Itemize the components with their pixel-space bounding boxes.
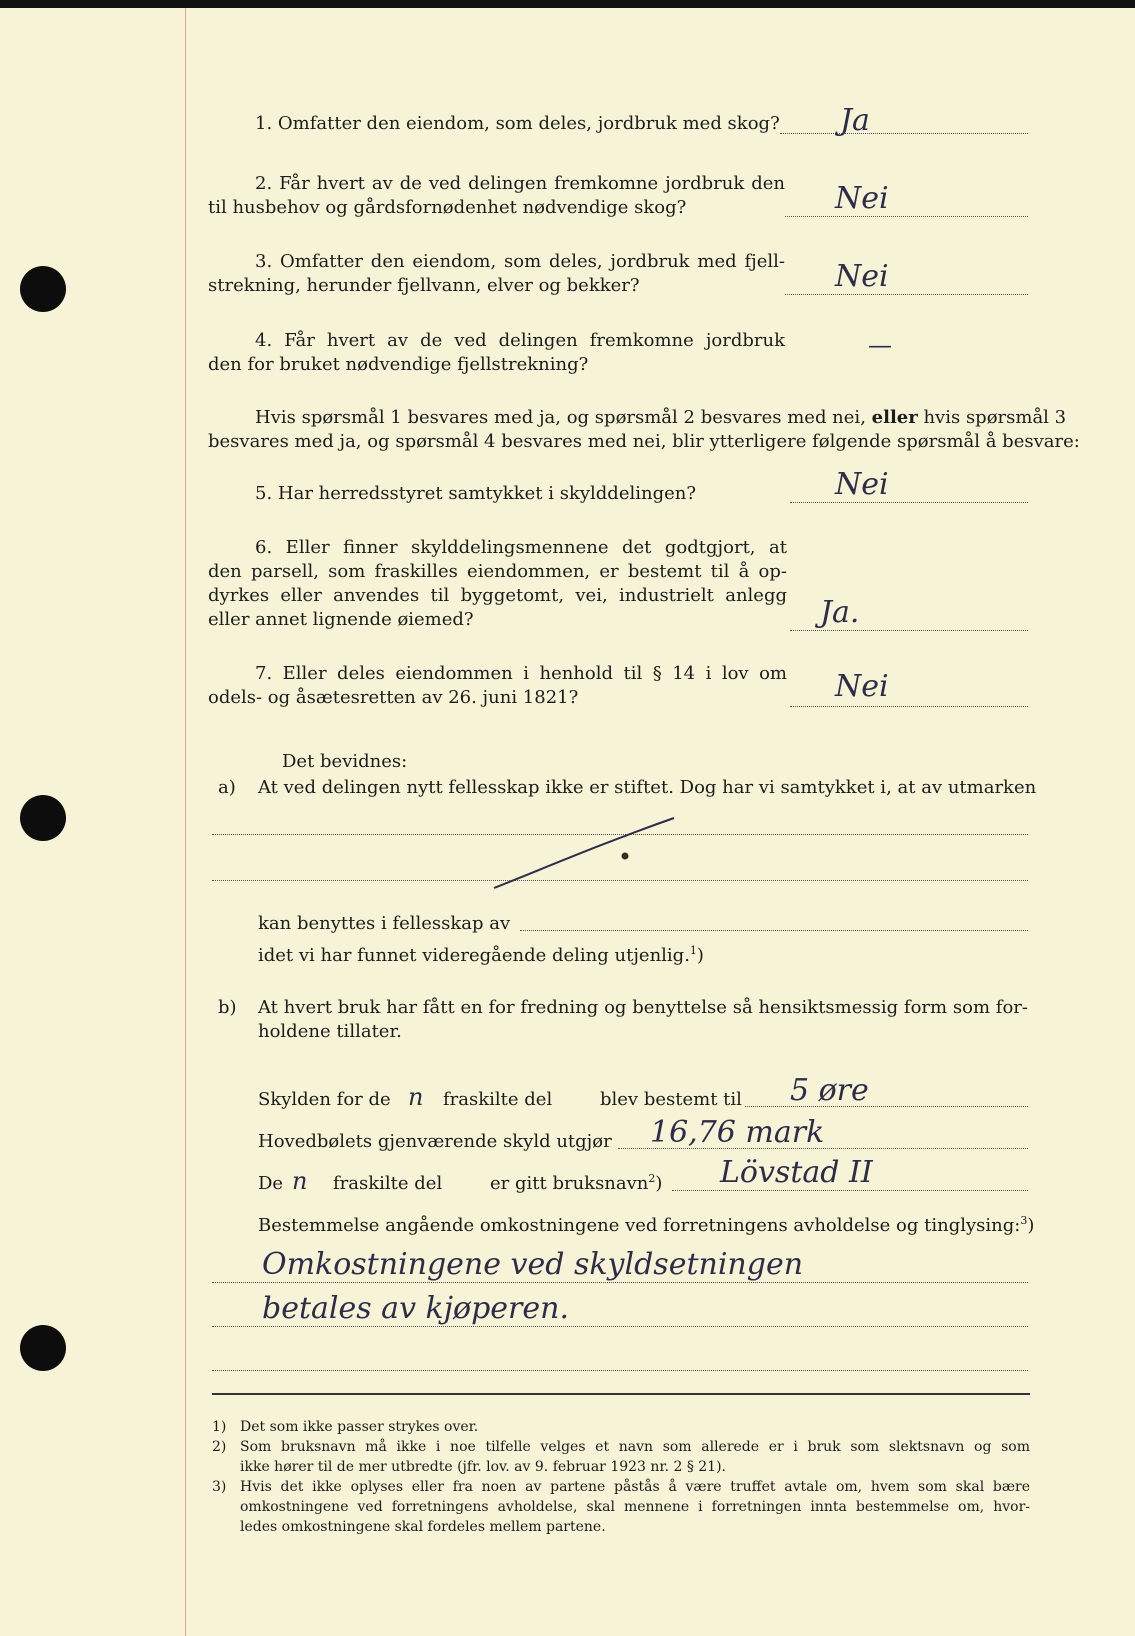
- footnote-2-line1: Som bruksnavn må ikke i noe tilfelle velges et navn som allerede er i bruk som slektsnavn og som: [240, 1439, 1030, 1455]
- question-7-line1: 7. Eller deles eiendommen i henhold til § 14 i lov om: [255, 663, 787, 684]
- blank-line: [212, 1282, 1028, 1283]
- skyld-line2-answer: 16,76 mark: [650, 1115, 825, 1150]
- answer-2: Nei: [835, 181, 889, 216]
- certify-heading: Det bevidnes:: [282, 751, 408, 772]
- blank-line: [212, 1370, 1028, 1371]
- answer-line: [790, 630, 1028, 631]
- certify-a-label: a): [218, 777, 236, 798]
- skyld-line3-c-text: er gitt bruksnavn: [490, 1173, 649, 1194]
- certify-b-line2: holdene tillater.: [258, 1021, 402, 1042]
- footnote-paren: ): [696, 945, 704, 966]
- question-2-line1: 2. Får hvert av de ved delingen fremkomne jordbruk den: [255, 173, 785, 194]
- punch-hole-icon: [20, 266, 66, 312]
- condition-emphasis: eller: [871, 407, 918, 428]
- footnote-1-line1: Det som ikke passer strykes over.: [240, 1419, 479, 1435]
- skyld-line1-c: blev bestemt til: [600, 1089, 742, 1110]
- question-7-line2: odels- og åsætesretten av 26. juni 1821?: [208, 687, 579, 708]
- skyld-line3-a: De: [258, 1173, 284, 1194]
- condition-line2: besvares med ja, og spørsmål 4 besvares med nei, blir ytterligere følgende spørsmål å besvare:: [208, 431, 1080, 452]
- answer-line: [780, 133, 1028, 134]
- footnote-ref: 3: [1020, 1214, 1028, 1227]
- scan-top-edge: [0, 0, 1135, 8]
- answer-1: Ja: [840, 103, 870, 138]
- blank-line: [520, 930, 1028, 931]
- footnote-3-line3: ledes omkostningene skal fordeles mellem partene.: [240, 1519, 606, 1535]
- skyld-line3-c: [490, 1172, 662, 1196]
- form-page: [0, 8, 1135, 1636]
- certify-a-text: At ved delingen nytt fellesskap ikke er stiftet. Dog har vi samtykket i, at av utmarken: [258, 777, 1037, 798]
- answer-line: [790, 706, 1028, 707]
- condition-text: hvis spørsmål 3: [923, 407, 1067, 428]
- question-1: 1. Omfatter den eiendom, som deles, jordbruk med skog?: [255, 113, 780, 134]
- answer-line: [745, 1106, 1028, 1107]
- skyld-line1-b: fraskilte del: [443, 1089, 553, 1110]
- margin-line: [185, 8, 186, 1636]
- condition-line1: [255, 406, 1067, 430]
- footnote-paren: ): [655, 1173, 663, 1194]
- question-2-line2: til husbehov og gårdsfornødenhet nødvendige skog?: [208, 197, 687, 218]
- answer-5: Nei: [835, 467, 889, 502]
- question-6-line4: eller annet lignende øiemed?: [208, 609, 474, 630]
- skyld-line1-answer: 5 øre: [790, 1073, 869, 1108]
- certify-a-found-text: idet vi har funnet videregående deling utjenlig.: [258, 945, 690, 966]
- condition-text: Hvis spørsmål 1 besvares med ja, og spørsmål 2 besvares med nei,: [255, 407, 866, 428]
- skyld-line1-a: Skylden for de: [258, 1089, 391, 1110]
- footnote-rule: [212, 1393, 1030, 1395]
- certify-a-common: kan benyttes i fellesskap av: [258, 913, 511, 934]
- answer-4: —: [868, 331, 892, 359]
- question-6-line2: den parsell, som fraskilles eiendommen, er bestemt til å op-: [208, 561, 787, 582]
- skyld-hw-line1: Omkostningene ved skyldsetningen: [262, 1247, 804, 1282]
- blank-line: [212, 1326, 1028, 1327]
- question-4-line2: den for bruket nødvendige fjellstrekning?: [208, 354, 589, 375]
- answer-6: Ja.: [820, 595, 860, 630]
- answer-3: Nei: [835, 259, 889, 294]
- question-3-line2: strekning, herunder fjellvann, elver og bekker?: [208, 275, 640, 296]
- footnote-ref: 1: [689, 944, 697, 957]
- certify-b-label: b): [218, 997, 237, 1018]
- answer-line: [785, 216, 1028, 217]
- answer-line: [785, 294, 1028, 295]
- footnote-2-mark: 2): [212, 1439, 227, 1455]
- footnote-3-mark: 3): [212, 1479, 227, 1495]
- skyld-line4: [258, 1214, 1035, 1238]
- question-6-line3: dyrkes eller anvendes til byggetomt, vei, industrielt anlegg: [208, 585, 787, 606]
- answer-7: Nei: [835, 669, 889, 704]
- strike-through-stroke: [490, 814, 680, 894]
- question-5: 5. Har herredsstyret samtykket i skylddelingen?: [255, 483, 696, 504]
- question-6-line1: 6. Eller finner skylddelingsmennene det godtgjort, at: [255, 537, 787, 558]
- punch-hole-icon: [20, 1325, 66, 1371]
- skyld-line3-hw: n: [292, 1167, 308, 1195]
- footnote-2-line2: ikke hører til de mer utbredte (jfr. lov. av 9. februar 1923 nr. 2 § 21).: [240, 1459, 727, 1475]
- skyld-line2-label: Hovedbølets gjenværende skyld utgjør: [258, 1131, 612, 1152]
- skyld-line1-hw: n: [408, 1083, 424, 1111]
- footnote-1-mark: 1): [212, 1419, 227, 1435]
- footnote-3-line1: Hvis det ikke oplyses eller fra noen av partene påstås å være truffet avtale om, hvem som skal bære: [240, 1479, 1030, 1495]
- skyld-line3-b: fraskilte del: [333, 1173, 443, 1194]
- question-3-line1: 3. Omfatter den eiendom, som deles, jordbruk med fjell-: [255, 251, 785, 272]
- skyld-hw-line2: betales av kjøperen.: [262, 1291, 570, 1326]
- certify-b-line1: At hvert bruk har fått en for fredning og benyttelse så hensiktsmessig form som for-: [258, 997, 1028, 1018]
- question-4-line1: 4. Får hvert av de ved delingen fremkomne jordbruk: [255, 330, 785, 351]
- footnote-ref: 2: [648, 1172, 656, 1185]
- punch-hole-icon: [20, 795, 66, 841]
- answer-line: [672, 1190, 1028, 1191]
- skyld-line4-text: Bestemmelse angående omkostningene ved forretningens avholdelse og tinglysing:: [258, 1215, 1021, 1236]
- certify-a-found: [258, 944, 704, 968]
- footnote-3-line2: omkostningene ved forretningens avholdelse, skal mennene i forretningen innta bestemmelse om, hvor-: [240, 1499, 1030, 1515]
- skyld-line3-answer: Lövstad II: [720, 1155, 873, 1190]
- footnote-paren: ): [1027, 1215, 1035, 1236]
- answer-line: [790, 502, 1028, 503]
